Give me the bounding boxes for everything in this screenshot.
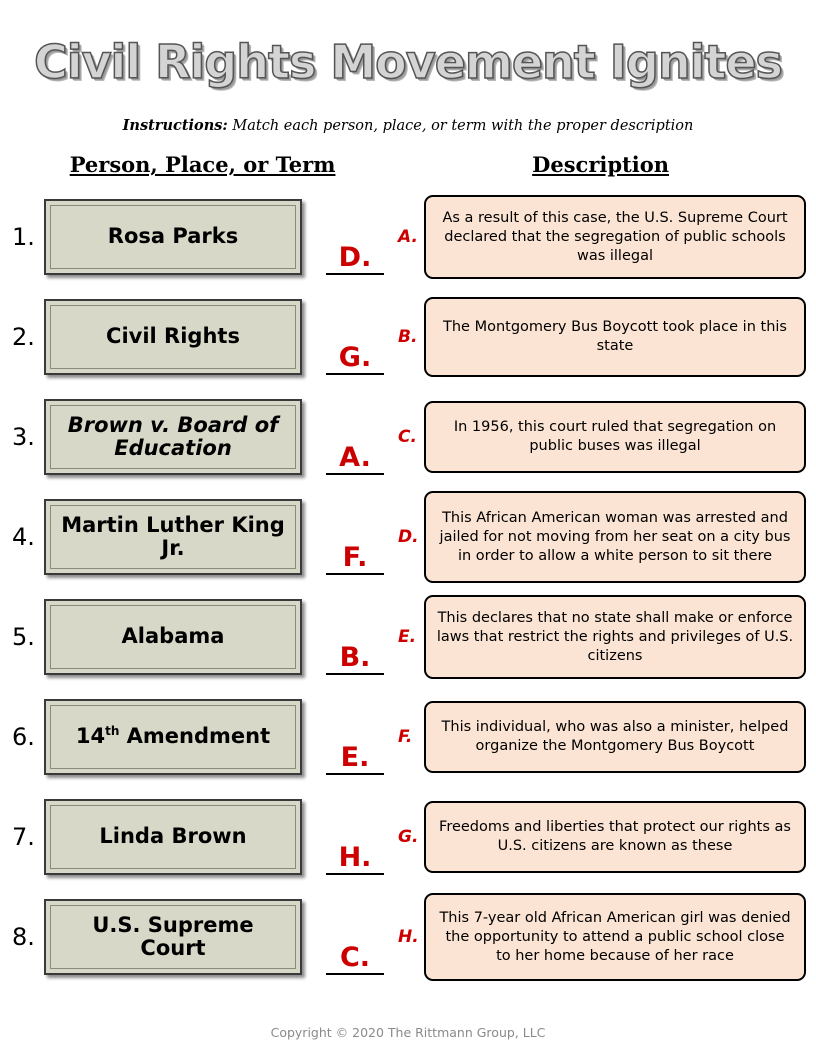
description-row [398, 387, 806, 487]
term-label: 14th Amendment [75, 724, 271, 749]
description-letter: E. [398, 627, 417, 648]
term-label: Alabama [121, 624, 225, 649]
description-row [398, 187, 806, 287]
answer-line [326, 573, 384, 575]
description-row [398, 887, 806, 987]
term-number: 3. [12, 423, 35, 452]
term-box [44, 799, 302, 875]
instructions-label: Instructions: [122, 117, 228, 135]
description-letter: A. [398, 227, 418, 248]
term-box-inner [50, 505, 296, 569]
term-row [10, 187, 398, 287]
description-box: This declares that no state shall make or enforce laws that restrict the rights and privileges of U.S. citizens [424, 595, 806, 679]
worksheet-body [0, 187, 816, 987]
term-row [10, 787, 398, 887]
description-row [398, 787, 806, 887]
answer-letter: D. [338, 242, 372, 274]
term-box-inner [50, 205, 296, 269]
answer-letter: A. [339, 442, 371, 474]
term-box [44, 299, 302, 375]
description-box: Freedoms and liberties that protect our rights as U.S. citizens are known as these [424, 801, 806, 873]
description-letter: H. [398, 927, 419, 948]
term-box [44, 599, 302, 675]
description-box: The Montgomery Bus Boycott took place in this state [424, 297, 806, 377]
term-number: 7. [12, 823, 35, 852]
term-label: U.S. Supreme Court [92, 912, 254, 961]
description-letter: C. [398, 427, 417, 448]
copyright-footer: Copyright © 2020 The Rittmann Group, LLC [270, 1025, 546, 1040]
answer-letter: G. [338, 342, 372, 374]
term-row [10, 687, 398, 787]
answer-letter: F. [342, 542, 368, 574]
answer-letter: C. [339, 942, 371, 974]
term-box-inner [50, 405, 296, 469]
term-label: Brown v. Board of Education [67, 412, 279, 461]
term-number: 8. [12, 923, 35, 952]
terms-column [10, 187, 398, 987]
description-row [398, 687, 806, 787]
term-number: 2. [12, 323, 35, 352]
answer-slot[interactable] [312, 899, 398, 975]
term-box [44, 899, 302, 975]
term-label: Martin Luther King Jr. [61, 512, 285, 561]
term-number: 5. [12, 623, 35, 652]
term-row [10, 387, 398, 487]
instructions-text: Match each person, place, or term with the proper description [232, 118, 694, 135]
description-letter: G. [398, 827, 419, 848]
description-row [398, 587, 806, 687]
descriptions-column [398, 187, 806, 987]
description-box: This African American woman was arrested and jailed for not moving from her seat on a city bus in order to allow a white person to sit there [424, 491, 806, 583]
column-headings [0, 152, 816, 177]
term-number: 6. [12, 723, 35, 752]
term-box-inner [50, 905, 296, 969]
description-letter: D. [398, 527, 419, 548]
answer-slot[interactable] [312, 399, 398, 475]
term-label: Rosa Parks [107, 224, 239, 249]
answer-slot[interactable] [312, 499, 398, 575]
term-label: Civil Rights [106, 324, 240, 349]
term-box [44, 399, 302, 475]
term-box [44, 699, 302, 775]
instructions [0, 117, 816, 134]
answer-line [326, 673, 384, 675]
answer-line [326, 273, 384, 275]
answer-line [326, 873, 384, 875]
answer-line [326, 473, 384, 475]
answer-slot[interactable] [312, 799, 398, 875]
term-number: 1. [12, 223, 35, 252]
term-box [44, 499, 302, 575]
term-label: Linda Brown [99, 824, 247, 849]
term-row [10, 287, 398, 387]
description-row [398, 487, 806, 587]
answer-letter: B. [339, 642, 371, 674]
description-box: As a result of this case, the U.S. Supreme Court declared that the segregation of public schools was illegal [424, 195, 806, 279]
description-letter: B. [398, 327, 418, 348]
description-box: This individual, who was also a minister, helped organize the Montgomery Bus Boycott [424, 701, 806, 773]
page-title: Civil Rights Movement Ignites [34, 35, 782, 89]
description-box: This 7-year old African American girl was denied the opportunity to attend a public school close to her home because of her race [424, 893, 806, 981]
term-number: 4. [12, 523, 35, 552]
answer-line [326, 973, 384, 975]
heading-descriptions: Description [532, 152, 669, 178]
description-letter: F. [398, 727, 413, 748]
term-box-inner [50, 705, 296, 769]
heading-terms: Person, Place, or Term [69, 152, 336, 178]
answer-slot[interactable] [312, 699, 398, 775]
term-row [10, 487, 398, 587]
term-box-inner [50, 305, 296, 369]
term-box-inner [50, 805, 296, 869]
term-row [10, 887, 398, 987]
answer-letter: H. [338, 842, 372, 874]
description-row [398, 287, 806, 387]
term-box [44, 199, 302, 275]
term-box-inner [50, 605, 296, 669]
term-row [10, 587, 398, 687]
answer-line [326, 773, 384, 775]
answer-slot[interactable] [312, 199, 398, 275]
answer-line [326, 373, 384, 375]
description-box: In 1956, this court ruled that segregation on public buses was illegal [424, 401, 806, 473]
answer-slot[interactable] [312, 299, 398, 375]
answer-slot[interactable] [312, 599, 398, 675]
answer-letter: E. [340, 742, 370, 774]
